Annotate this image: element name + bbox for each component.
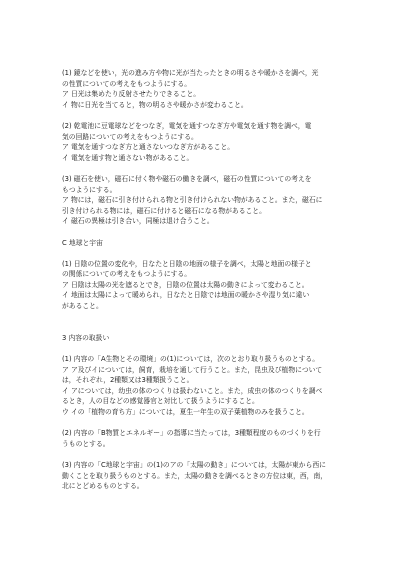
blank-line <box>62 418 362 429</box>
text-line: うものとする。 <box>62 439 110 448</box>
text-line: イ 物に日光を当てると，物の明るさや暖かさが変わること。 <box>62 100 248 109</box>
text-line: (2) 乾電池に豆電球などをつなぎ，電気を通すつなぎ方や電気を通す物を調べ，電 <box>62 121 312 130</box>
blank-line <box>62 110 362 121</box>
text-line: ア 物には，磁石に引き付けられる物と引き付けられない物があること。また，磁石に <box>62 196 323 205</box>
blank-line <box>62 227 362 238</box>
text-line: ア 日光は集めたり反射させたりできること。 <box>62 90 201 99</box>
text-line: (1) 内容の「A生物とその環境」の(1)については，次のとおり取り扱うものとする。 <box>62 355 320 364</box>
text-line: もつようにする。 <box>62 185 117 194</box>
blank-line <box>62 248 362 259</box>
text-line: の関係についての考えをもつようにする。 <box>62 270 192 279</box>
document-body <box>62 68 362 492</box>
text-line: 引き付けられる物には，磁石に付けると磁石になる物があること。 <box>62 206 266 215</box>
text-line: 気の回路についての考えをもつようにする。 <box>62 132 198 141</box>
text-line: の性質についての考えをもつようにする。 <box>62 79 192 88</box>
text-line: イ 磁石の異極は引き合い，同極は退け合うこと。 <box>62 217 214 226</box>
text-line: (2) 内容の「B物質とエネルギー」の指導に当たっては，3種類程度のものづくりを行 <box>62 429 321 438</box>
text-line: があること。 <box>62 302 103 311</box>
text-line: (3) 内容の「C地球と宇宙」の(1)のアの「太陽の動き」については，太陽が東から西に <box>62 460 326 469</box>
blank-line <box>62 312 362 323</box>
text-line: (3) 磁石を使い，磁石に付く物や磁石の働きを調べ，磁石の性質についての考えを <box>62 174 312 183</box>
blank-line <box>62 343 362 354</box>
text-line: ア ア及びイについては，飼育，栽培を通して行うこと。また，昆虫及び植物について <box>62 365 323 374</box>
text-line: るとき，人の目などの感覚器官と対比して扱うようにすること。 <box>62 397 259 406</box>
blank-line <box>62 322 362 333</box>
blank-line <box>62 163 362 174</box>
text-line: ウ イの「植物の育ち方」については，夏生一年生の双子葉植物のみを扱うこと。 <box>62 408 309 416</box>
text-line: (1) 鏡などを使い，光の進み方や物に光が当たったときの明るさや暖かさを調べ，光 <box>62 69 319 77</box>
blank-line <box>62 449 362 460</box>
text-line: イ アについては，幼虫の体のつくりは扱わないこと。また，成虫の体のつくりを調べ <box>62 386 323 395</box>
text-line: ア 日陰は太陽の光を遮るとでき，日陰の位置は太陽の動きによって変わること。 <box>62 280 309 289</box>
text-line: 3 内容の取扱い <box>62 333 110 342</box>
text-line: イ 地面は太陽によって暖められ，日なたと日陰では地面の暖かさや湿り気に違い <box>62 291 310 300</box>
text-line: イ 電気を通す物と通さない物があること。 <box>62 153 194 162</box>
text-line: (1) 日陰の位置の変化や，日なたと日陰の地面の様子を調べ，太陽と地面の様子と <box>62 259 312 268</box>
text-line: 動くことを取り扱うものとする。また，太陽の動きを調べるときの方位は東，西，南， <box>62 471 328 480</box>
text-line: C 地球と宇宙 <box>62 238 103 247</box>
text-line: 北にとどめるものとする。 <box>62 482 144 491</box>
text-line: は，それぞれ，2種類又は3種類扱うこと。 <box>62 376 194 385</box>
text-line: ア 電気を通すつなぎ方と通さないつなぎ方があること。 <box>62 143 235 152</box>
